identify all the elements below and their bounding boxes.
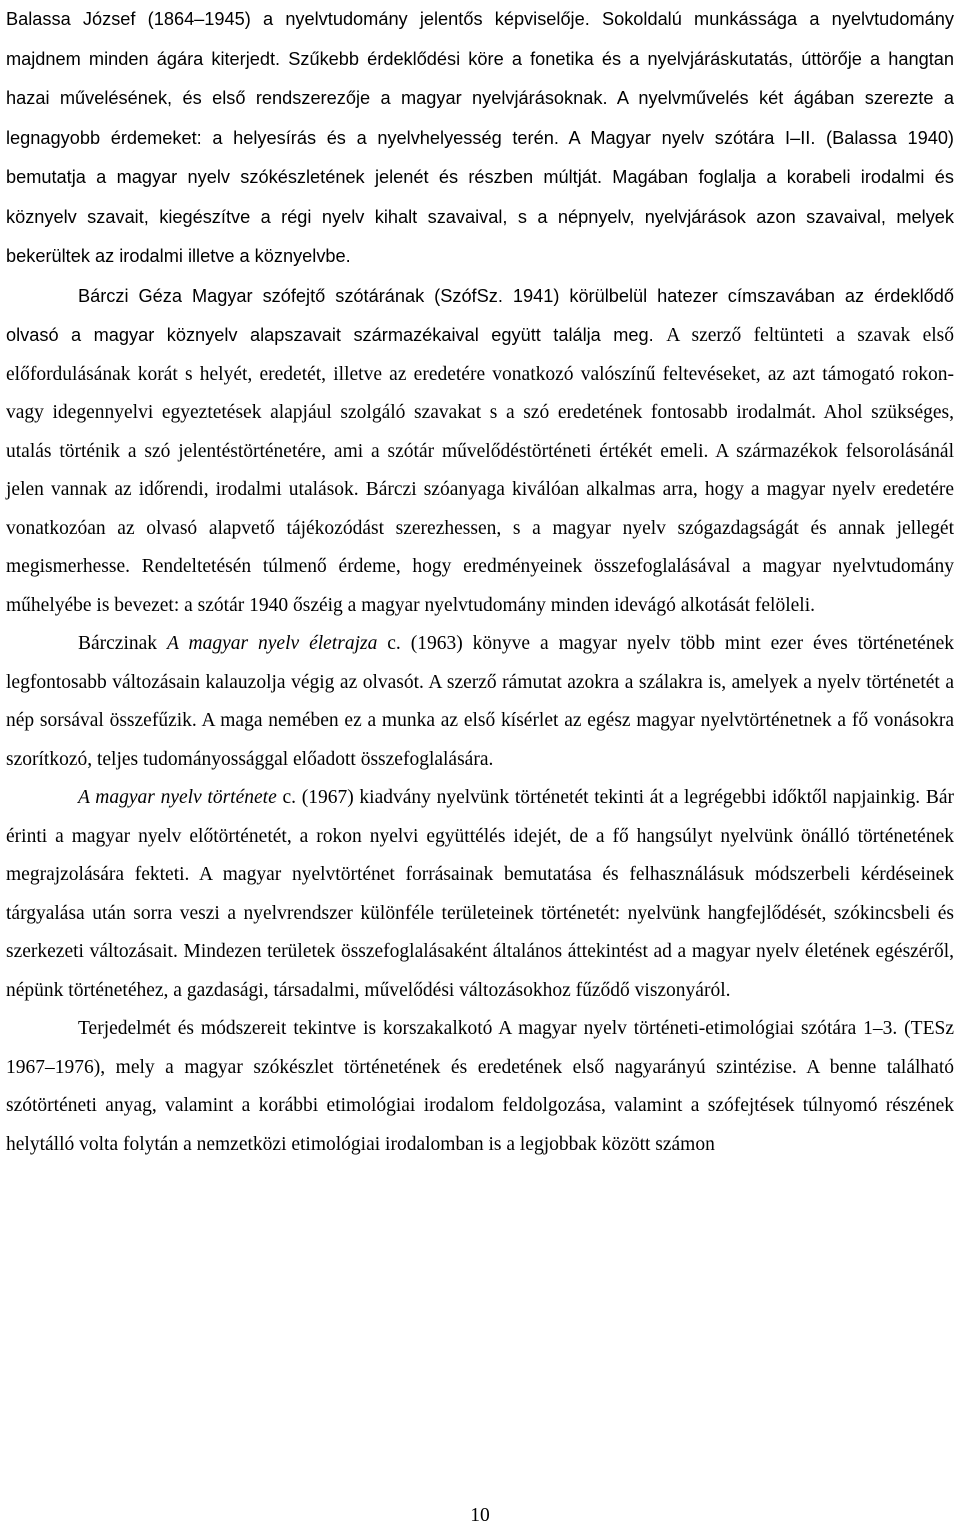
paragraph-4 xyxy=(6,779,954,1010)
paragraph-2-text-serif: A szerző feltünteti a szavak első előfordulásának korát s helyét, eredetét, illetve az eredetére vonatkozó valószínű feltevéseket, az azt támogató rokon- vagy idegennyelvi egyeztetések alapjául szolgáló szavakat s a szó eredetének fontosabb irodalmát. Ahol szükséges, utalás történik a szó jelentéstörténetére, ami a szótár művelődéstörténeti értékét emeli. A származékok felsorolásánál jelen vannak az időrendi, irodalmi utalások. Bárczi szóanyaga kiválóan alkalmas arra, hogy a magyar nyelv eredetére vonatkozóan az olvasó alapvető tájékozódást szerezhessen, s a magyar nyelv szógazdagságát és annak jellegét megismerhesse. Rendeltetésén túlmenő érdeme, hogy eredményeinek összefoglalásával a magyar nyelvtudomány műhelyébe is bevezet: a szótár 1940 őszéig a magyar nyelvtudomány minden idevágó alkotását felöleli. xyxy=(6,325,954,616)
paragraph-3 xyxy=(6,625,954,779)
paragraph-3-text-rest: c. (1963) könyve a magyar nyelv több mint ezer éves történetének legfontosabb változásain kalauzolja végig az olvasót. A szerző rámutat azokra a szálakra is, amelyek a nyelv történetét a nép sorsával összefűzik. A maga nemében ez a munka az első kísérlet az egész magyar nyelvtörténetnek a fő vonásokra szorítkozó, teljes tudományossággal előadott összefoglalására. xyxy=(6,633,954,770)
paragraph-3-book-title: A magyar nyelv életrajza xyxy=(166,633,378,654)
paragraph-2-text-sans: Bárczi Géza Magyar szófejtő szótárának (SzófSz. 1941) körülbelül hatezer címszavában az érdeklődő olvasó a magyar köznyelv alapszavait származékaival együtt találja meg. xyxy=(6,285,954,345)
paragraph-3-text-lead: Bárczinak xyxy=(78,633,167,654)
paragraph-5 xyxy=(6,1010,954,1164)
paragraph-4-book-title: A magyar nyelv története xyxy=(78,787,277,808)
paragraph-1-text: Balassa József (1864–1945) a nyelvtudomány jelentős képviselője. Sokoldalú munkássága a nyelvtudomány majdnem minden ágára kiterjedt. Szűkebb érdeklődési köre a fonetika és a nyelvjáráskutatás, úttörője a hangtan hazai művelésének, és első rendszerezője a magyar nyelvjárásoknak. A nyelvművelés két ágában szerezte a legnagyobb érdemeket: a helyesírás és a nyelvhelyesség terén. A Magyar nyelv szótára I–II. (Balassa 1940) bemutatja a magyar nyelv szókészletének jelenét és részben múltját. Magában foglalja a korabeli irodalmi és köznyelv szavait, kiegészítve a régi nyelv kihalt szavaival, s a népnyelv, nyelvjárások azon szavaival, melyek bekerültek az irodalmi illetve a köznyelvbe. xyxy=(6,9,954,266)
paragraph-4-text: c. (1967) kiadvány nyelvünk történetét tekinti át a legrégebbi időktől napjainkig. Bár érinti a magyar nyelv előtörténetét, a rokon nyelvi együttélés idejét, de a fő hangsúlyt nyelvünk önálló történetének megrajzolására fekteti. A magyar nyelvtörténet forrásainak bemutatása és felhasználásuk módszerbeli kérdéseinek tárgyalása után sorra veszi a nyelvrendszer különféle területeinek történetét: nyelvünk hangfejlődését, szókincsbeli és szerkezeti változásait. Mindezen területek összefoglalásaként általános áttekintést ad a magyar nyelv életének egészéről, népünk történetéhez, a gazdasági, társadalmi, művelődési változásokhoz fűződő viszonyáról. xyxy=(6,787,954,1001)
document-body xyxy=(6,0,954,1164)
paragraph-5-text: Terjedelmét és módszereit tekintve is korszakalkotó A magyar nyelv történeti-etimológiai szótára 1–3. (TESz 1967–1976), mely a magyar szókészlet történetének és eredetének első nagyarányú szintézise. A benne található szótörténeti anyag, valamint a korábbi etimológiai irodalom feldolgozása, valamint a szófejtések túlnyomó részének helytálló volta folytán a nemzetközi etimológiai irodalomban is a legjobbak között számon xyxy=(6,1018,954,1155)
paragraph-1 xyxy=(6,0,954,277)
paragraph-2 xyxy=(6,277,954,626)
page-number: 10 xyxy=(470,1505,490,1526)
